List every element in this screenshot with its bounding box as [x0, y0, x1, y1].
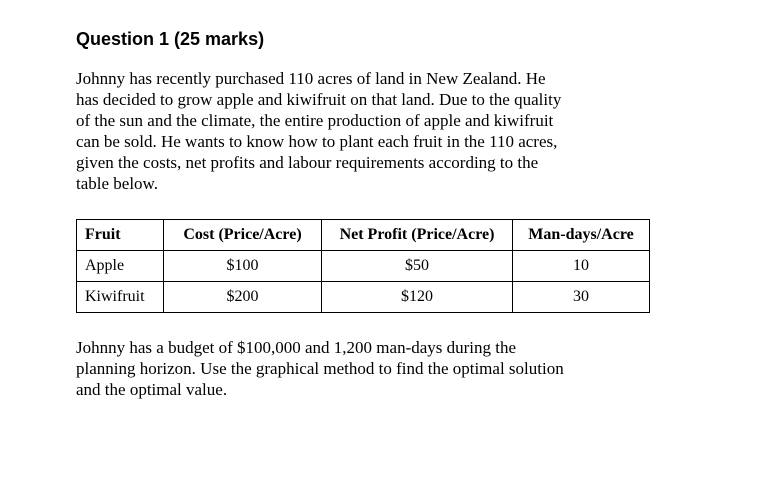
text-line: has decided to grow apple and kiwifruit on that land. Due to the quality [76, 90, 562, 109]
cell-man-days: 30 [513, 282, 650, 313]
text-line: given the costs, net profits and labour requirements according to the [76, 153, 539, 172]
cell-net-profit: $50 [322, 251, 513, 282]
cell-net-profit: $120 [322, 282, 513, 313]
header-cost: Cost (Price/Acre) [164, 220, 322, 251]
task-instructions [76, 337, 564, 400]
cell-fruit: Kiwifruit [77, 282, 164, 313]
text-line: planning horizon. Use the graphical method to find the optimal solution [76, 359, 564, 378]
text-line: table below. [76, 174, 158, 193]
header-net-profit: Net Profit (Price/Acre) [322, 220, 513, 251]
problem-description [76, 68, 561, 194]
cell-cost: $200 [164, 282, 322, 313]
header-man-days: Man-days/Acre [513, 220, 650, 251]
table-row [77, 282, 650, 313]
cell-cost: $100 [164, 251, 322, 282]
header-fruit: Fruit [77, 220, 164, 251]
text-line: of the sun and the climate, the entire production of apple and kiwifruit [76, 111, 554, 130]
cell-fruit: Apple [77, 251, 164, 282]
text-line: and the optimal value. [76, 380, 228, 399]
text-line: Johnny has recently purchased 110 acres of land in New Zealand. He [76, 69, 546, 88]
text-line: can be sold. He wants to know how to plant each fruit in the 110 acres, [76, 132, 558, 151]
text-line: Johnny has a budget of $100,000 and 1,200 man-days during the [76, 338, 517, 357]
table-header-row [77, 220, 650, 251]
question-heading: Question 1 (25 marks) [76, 29, 265, 49]
fruit-requirements-table [76, 219, 650, 313]
table-row [77, 251, 650, 282]
cell-man-days: 10 [513, 251, 650, 282]
